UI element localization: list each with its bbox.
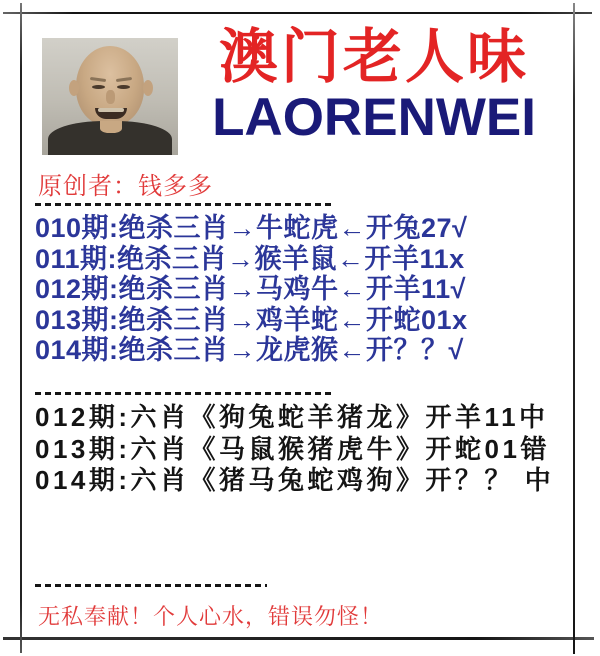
frame-bottom-line: [3, 637, 594, 640]
photo-teeth: [98, 108, 124, 112]
dashed-divider-top: [35, 203, 331, 206]
frame-left-line: [20, 3, 22, 653]
photo-eye-right: [117, 85, 130, 89]
dashed-divider-bottom: [35, 584, 267, 587]
sanxiao-row-010: 010期:绝杀三肖→牛蛇虎←开兔27√: [35, 213, 468, 243]
photo-eye-left: [92, 85, 105, 89]
liuxiao-row-012: 012期:六肖《狗兔蛇羊猪龙》开羊11中: [35, 402, 549, 432]
photo-ear-right: [143, 80, 153, 96]
sanxiao-row-012: 012期:绝杀三肖→马鸡牛←开羊11√: [35, 274, 466, 304]
page-title-pinyin: LAORENWEI: [212, 88, 536, 147]
sanxiao-row-011: 011期:绝杀三肖→猴羊鼠←开羊11x: [35, 243, 465, 274]
photo-nose: [106, 90, 115, 104]
elderly-man-photo: [42, 38, 178, 155]
liuxiao-row-013: 013期:六肖《马鼠猴猪虎牛》开蛇01错: [35, 433, 550, 464]
frame-right-line: [573, 3, 575, 654]
header: [188, 24, 560, 146]
page-title-chinese: 澳门老人味: [218, 24, 529, 90]
dashed-divider-middle: [35, 392, 335, 395]
photo-ear-left: [69, 80, 79, 96]
author-line: 原创者：钱多多: [38, 173, 213, 200]
sanxiao-row-013: 013期:绝杀三肖→鸡羊蛇←开蛇01x: [35, 304, 468, 335]
photo-collar: [100, 121, 122, 133]
liuxiao-prediction-list: [35, 402, 554, 497]
liuxiao-row-014: 014期:六肖《猪马兔蛇鸡狗》开？？ 中: [35, 465, 555, 495]
frame-top-line: [3, 12, 592, 14]
footer-disclaimer: 无私奉献！个人心水，错误勿怪！: [38, 604, 384, 629]
sanxiao-row-014: 014期:绝杀三肖→龙虎猴←开？？√: [35, 335, 464, 365]
sanxiao-prediction-list: [35, 213, 468, 366]
